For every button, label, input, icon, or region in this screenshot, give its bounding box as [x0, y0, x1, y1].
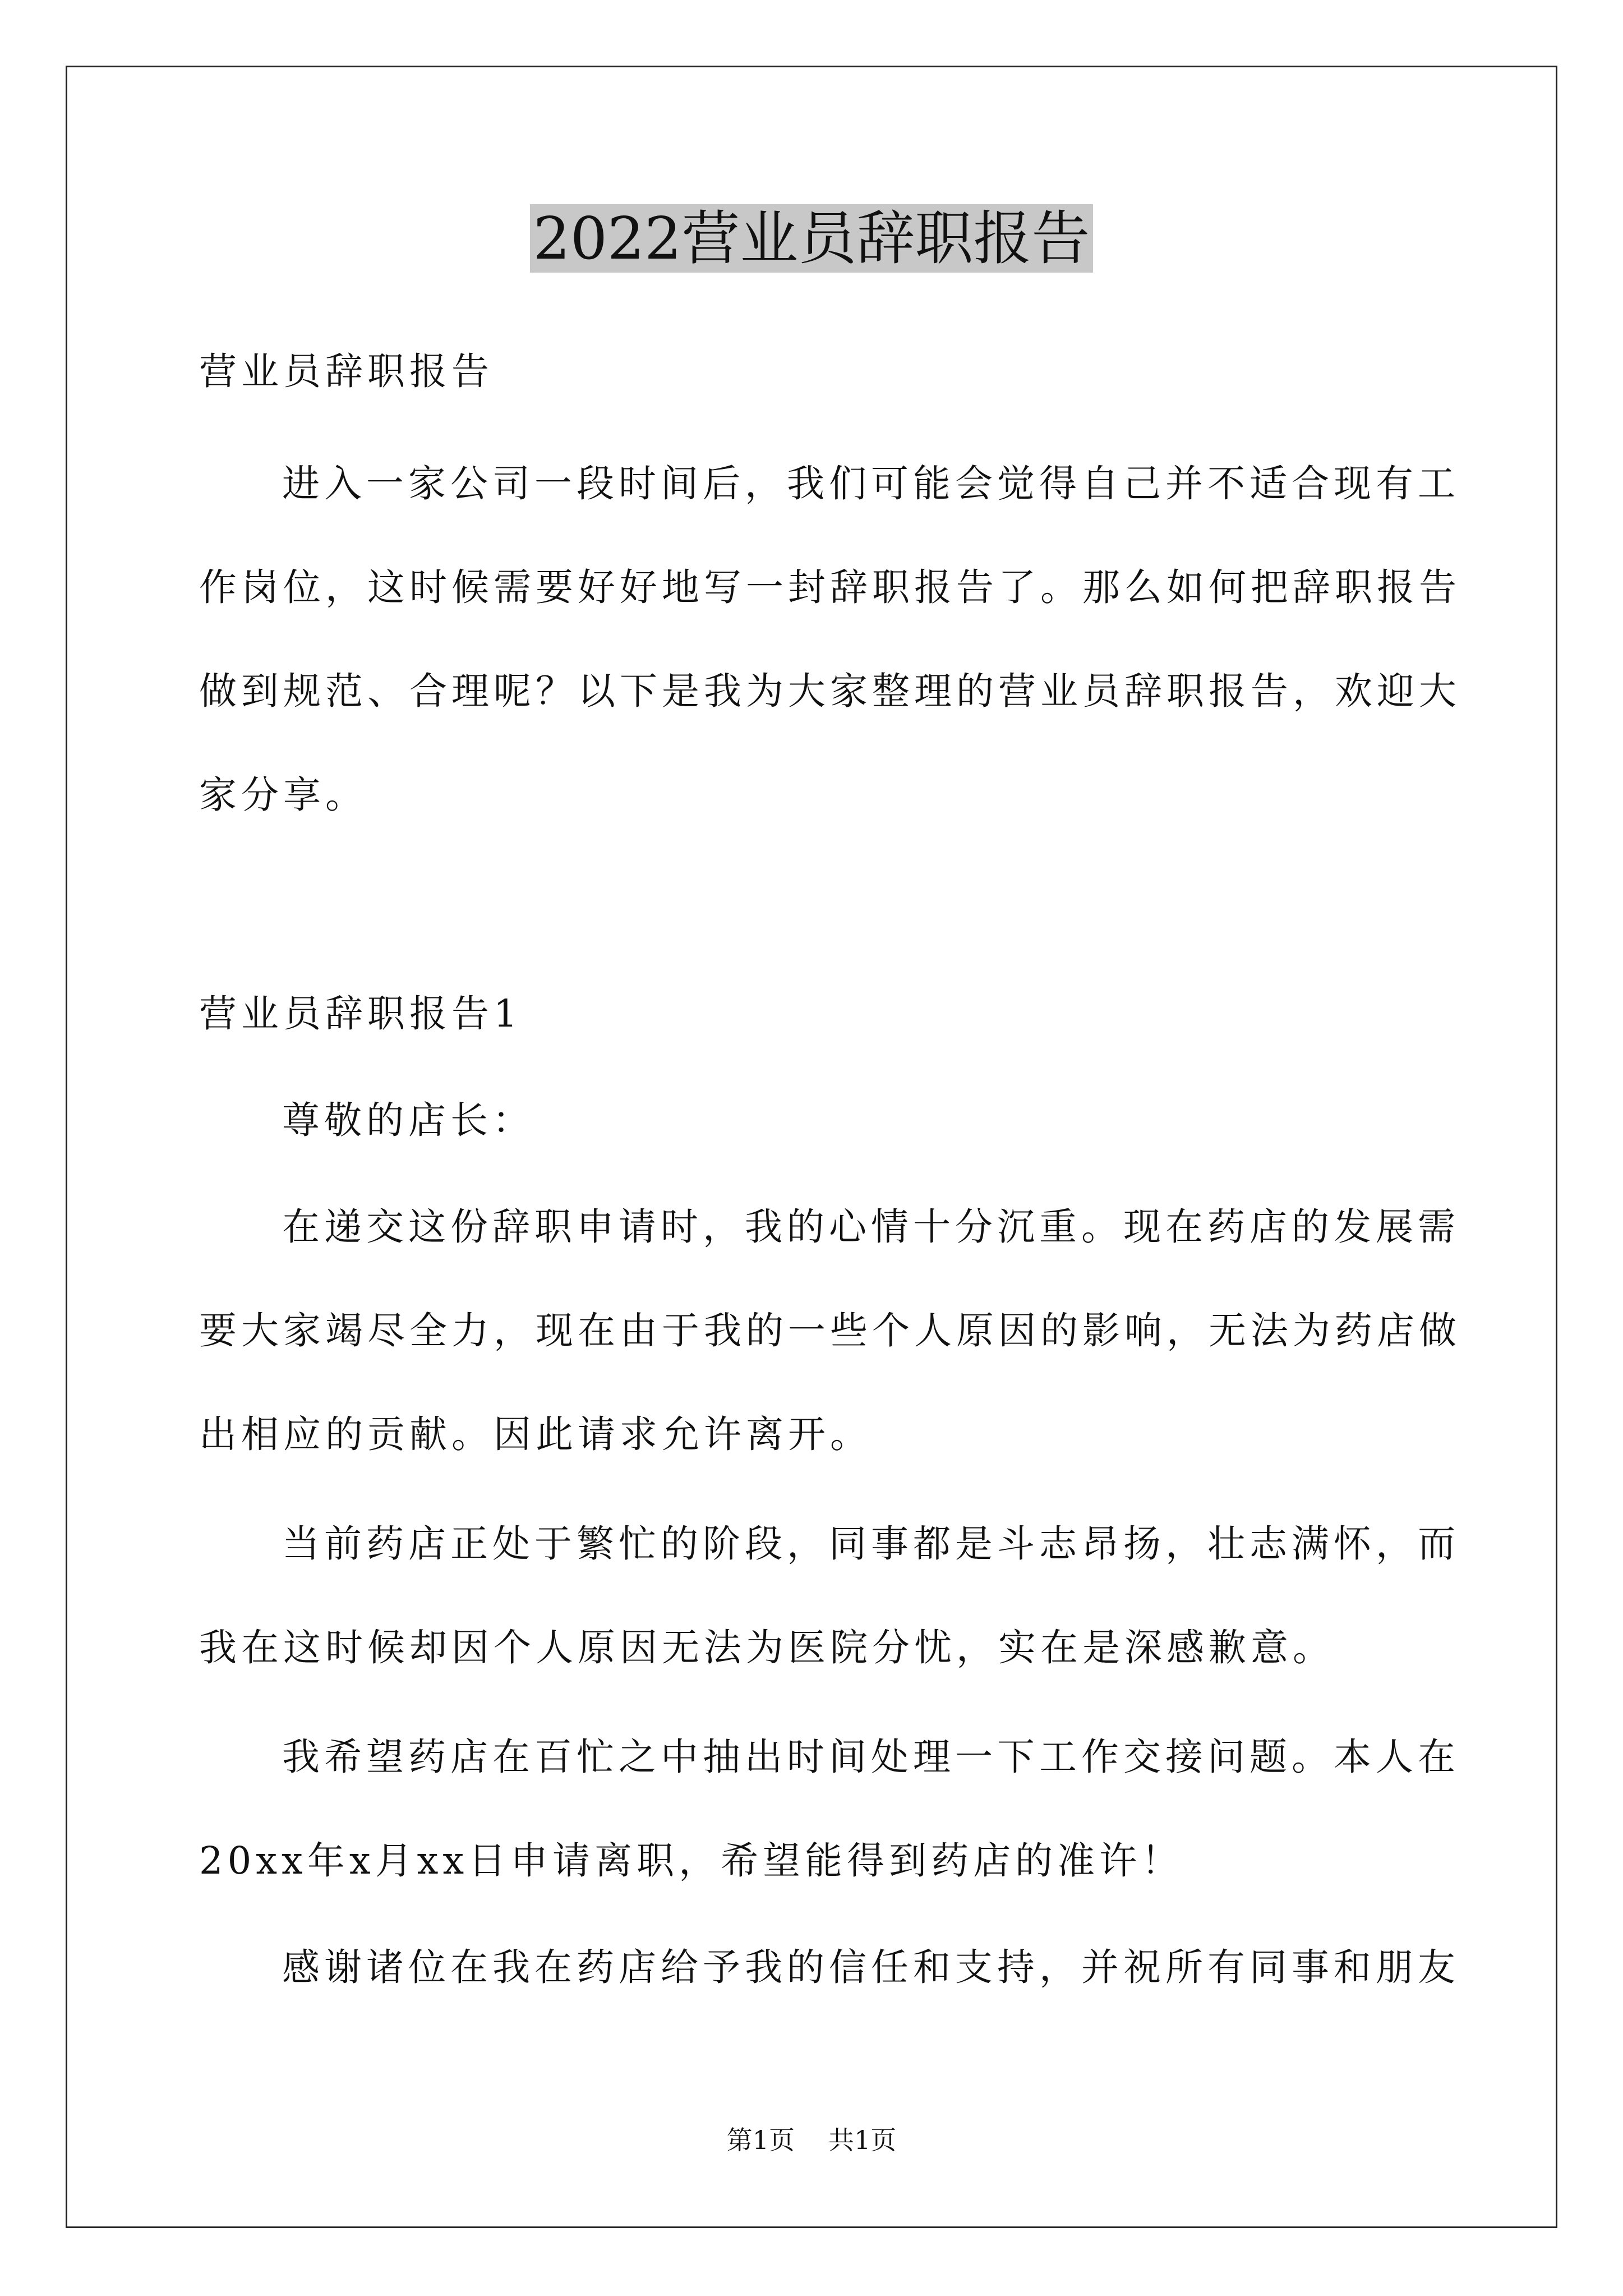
subtitle: 营业员辞职报告	[199, 349, 494, 393]
intro-line-2: 作岗位，这时候需要好好地写一封辞职报告了。那么如何把辞职报告	[199, 565, 1461, 609]
body-line-6: 我希望药店在百忙之中抽出时间处理一下工作交接问题。本人在	[282, 1735, 1460, 1779]
document-title	[0, 199, 1623, 278]
salutation: 尊敬的店长：	[282, 1098, 534, 1142]
body-line-8: 感谢诸位在我在药店给予我的信任和支持，并祝所有同事和朋友	[282, 1945, 1460, 1989]
intro-line-3: 做到规范、合理呢？以下是我为大家整理的营业员辞职报告，欢迎大	[199, 669, 1461, 713]
body-line-5: 我在这时候却因个人原因无法为医院分忧，实在是深感歉意。	[199, 1626, 1335, 1669]
section-heading: 营业员辞职报告1	[199, 992, 522, 1036]
page-total: 共1页	[828, 2125, 897, 2155]
body-line-3: 出相应的贡献。因此请求允许离开。	[199, 1412, 872, 1456]
body-line-7: 20xx年x月xx日申请离职，希望能得到药店的准许！	[199, 1839, 1184, 1883]
body-line-2: 要大家竭尽全力，现在由于我的一些个人原因的影响，无法为药店做	[199, 1309, 1461, 1352]
intro-line-4: 家分享。	[199, 773, 367, 817]
intro-line-1: 进入一家公司一段时间后，我们可能会觉得自己并不适合现有工	[282, 462, 1460, 505]
body-line-1: 在递交这份辞职申请时，我的心情十分沉重。现在药店的发展需	[282, 1205, 1460, 1249]
body-line-4: 当前药店正处于繁忙的阶段，同事都是斗志昂扬，壮志满怀，而	[282, 1522, 1460, 1566]
page-number: 第1页	[726, 2125, 795, 2155]
page-footer	[0, 2123, 1623, 2157]
title-text: 2022营业员辞职报告	[530, 204, 1094, 273]
